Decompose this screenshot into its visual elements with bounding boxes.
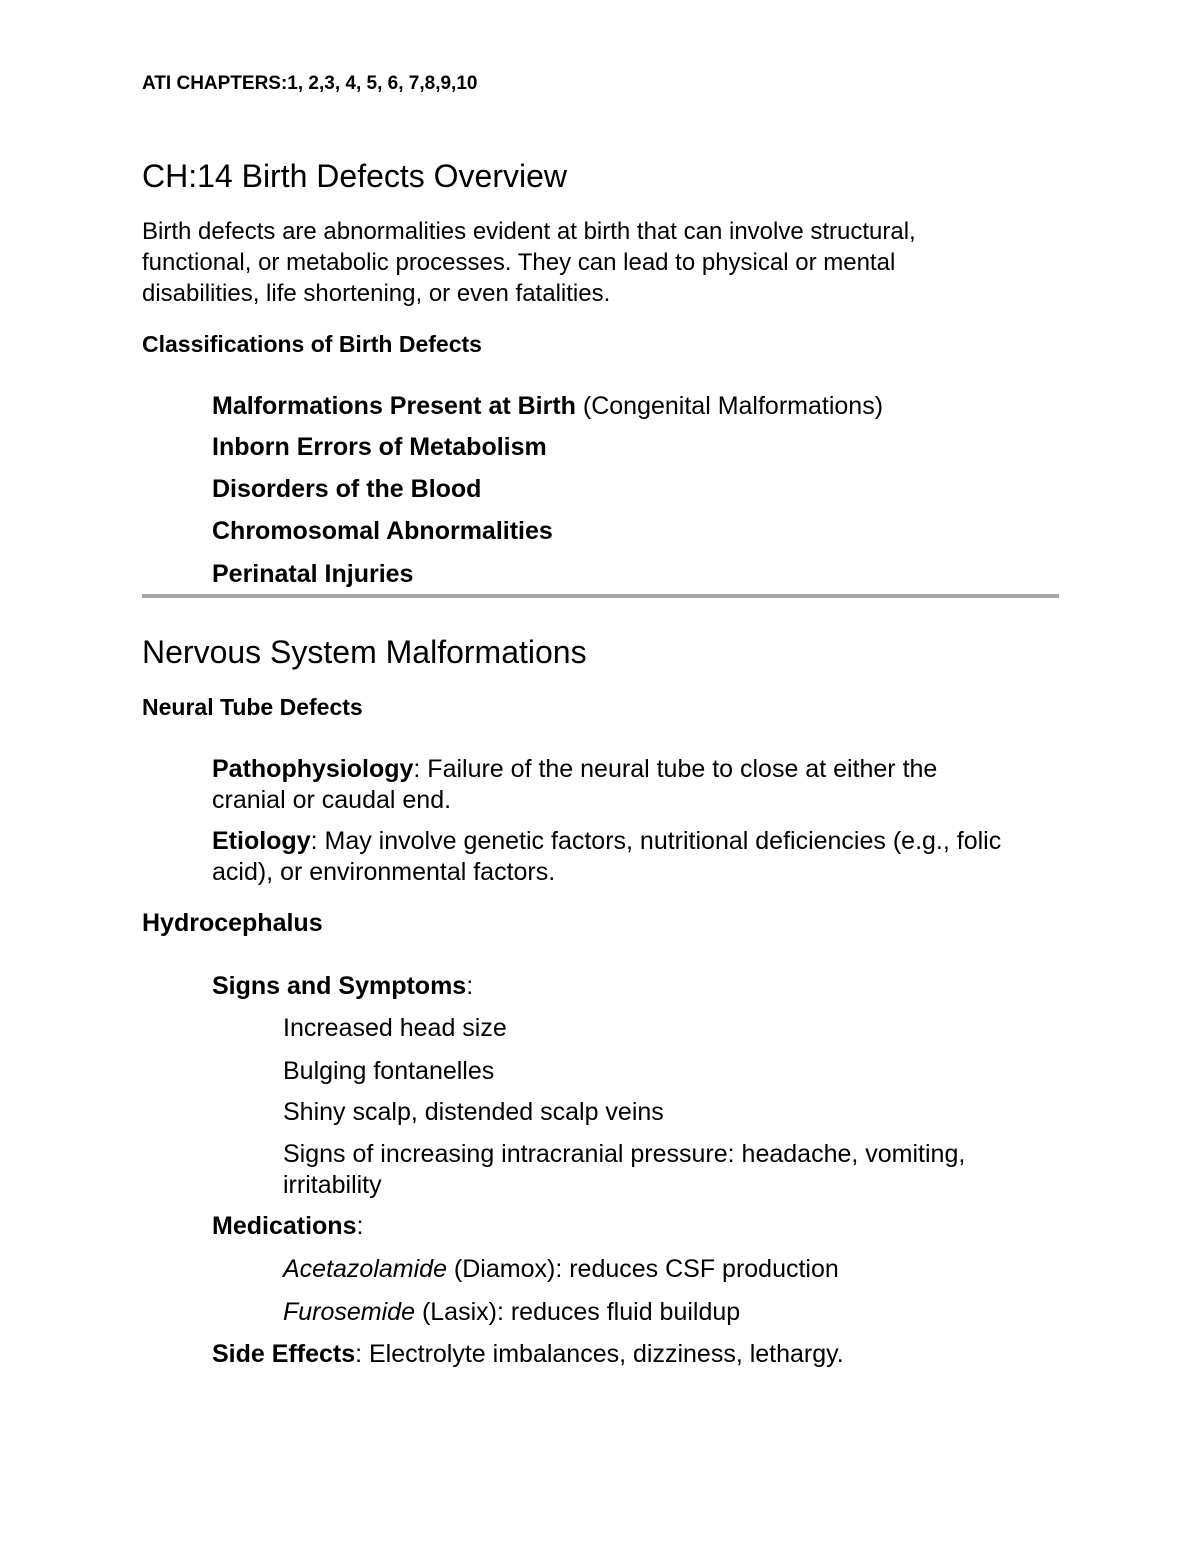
signs-symptoms-colon: : [466, 972, 474, 1000]
intro-line-2: functional, or metabolic processes. They can lead to physical or mental [142, 249, 896, 276]
sign-item-continued: irritability [283, 1171, 382, 1199]
sign-item: Signs of increasing intracranial pressure: headache, vomiting, [283, 1140, 966, 1168]
classification-label: Malformations Present at Birth [212, 392, 576, 420]
classification-note: (Congenital Malformations) [575, 392, 884, 420]
pathophysiology-text: : Failure of the neural tube to close at either the [413, 755, 938, 783]
pathophysiology-line-2: cranial or caudal end. [212, 786, 452, 814]
signs-symptoms-label: Signs and Symptoms [212, 972, 467, 1000]
section-divider [142, 594, 1059, 598]
intro-line-3: disabilities, life shortening, or even fatalities. [142, 280, 611, 307]
medication-item [283, 1297, 740, 1327]
section-title-birth-defects: CH:14 Birth Defects Overview [142, 158, 568, 194]
side-effects-text: : Electrolyte imbalances, dizziness, lethargy. [355, 1340, 844, 1368]
neural-tube-defects-heading: Neural Tube Defects [142, 694, 363, 720]
classification-item: Disorders of the Blood [212, 475, 482, 503]
medication-item [283, 1254, 839, 1284]
etiology-label: Etiology [212, 827, 311, 855]
etiology-text: : May involve genetic factors, nutritional deficiencies (e.g., folic [310, 827, 1002, 855]
drug-name: Furosemide [283, 1298, 415, 1326]
drug-description: (Diamox): reduces CSF production [446, 1255, 839, 1283]
classification-item: Inborn Errors of Metabolism [212, 433, 547, 461]
medications-label-line [212, 1211, 363, 1241]
classification-item [212, 391, 883, 421]
intro-line-1: Birth defects are abnormalities evident at birth that can involve structural, [142, 218, 916, 245]
side-effects-line [212, 1339, 844, 1369]
etiology-line-1 [212, 826, 1001, 856]
section-title-nervous-system: Nervous System Malformations [142, 634, 587, 670]
etiology-line-2: acid), or environmental factors. [212, 858, 556, 886]
drug-name: Acetazolamide [283, 1255, 447, 1283]
side-effects-label: Side Effects [212, 1340, 356, 1368]
pathophysiology-line-1 [212, 754, 937, 784]
sign-item: Bulging fontanelles [283, 1057, 495, 1085]
sign-item: Increased head size [283, 1014, 507, 1042]
page-header: ATI CHAPTERS:1, 2,3, 4, 5, 6, 7,8,9,10 [142, 73, 478, 94]
pathophysiology-label: Pathophysiology [212, 755, 414, 783]
signs-symptoms-label-line [212, 971, 473, 1001]
classifications-heading: Classifications of Birth Defects [142, 331, 482, 357]
medications-label: Medications [212, 1212, 357, 1240]
hydrocephalus-heading: Hydrocephalus [142, 909, 323, 937]
medications-colon: : [356, 1212, 364, 1240]
sign-item: Shiny scalp, distended scalp veins [283, 1098, 664, 1126]
classification-item: Perinatal Injuries [212, 560, 414, 588]
classification-item: Chromosomal Abnormalities [212, 517, 553, 545]
drug-description: (Lasix): reduces fluid buildup [415, 1298, 741, 1326]
